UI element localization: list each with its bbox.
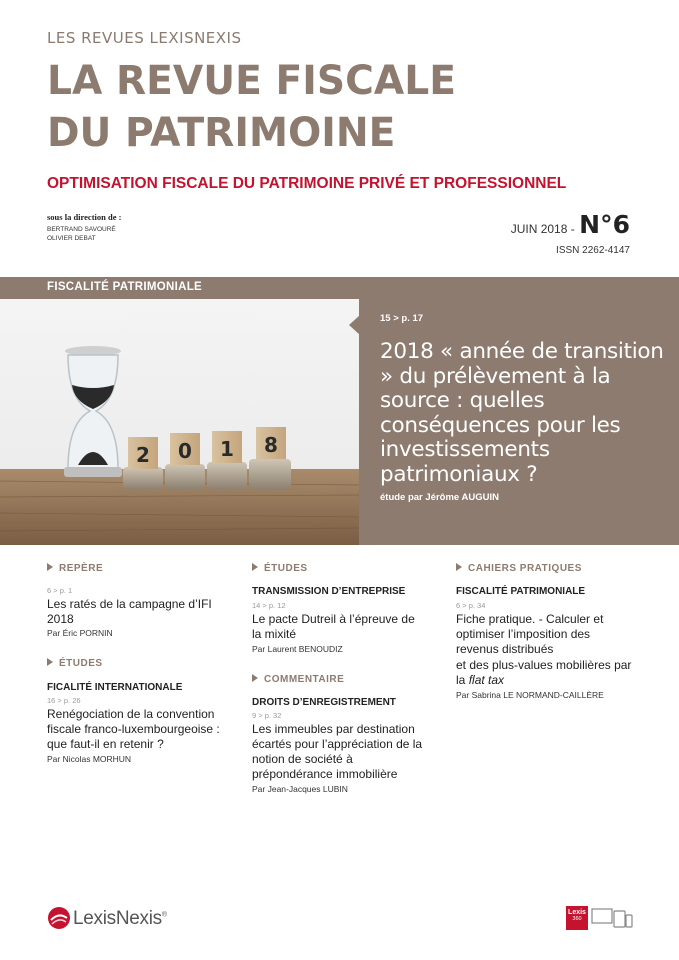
section-heading: REPÈRE [47,563,103,574]
article-title[interactable]: Renégociation de la convention fiscale franco-luxembourgeoise : que faut-il en retenir ? [47,707,220,751]
article-title[interactable]: Les ratés de la campagne d’IFI 2018 [47,597,212,626]
article-rubric: TRANSMISSION D’ENTREPRISE [252,586,406,597]
page-ref: 9 > p. 32 [252,711,282,720]
page-ref: 14 > p. 12 [252,601,286,610]
page-ref: 16 > p. 26 [47,696,81,705]
triangle-right-icon [252,563,258,571]
article-title-continued[interactable]: et des plus-values mobilières par la flat tax [456,658,632,687]
lexisnexis-logo-icon [47,906,71,935]
lexisnexis-logo-text: LexisNexis® [73,908,167,929]
article-author: Par Jean-Jacques LUBIN [252,784,348,794]
article-title-italic: flat tax [468,673,505,687]
lexis360-badge: Lexis 360 [566,906,588,930]
page-ref: 6 > p. 1 [47,586,73,595]
devices-icon [591,908,633,935]
article-title[interactable]: Les immeubles par destination écartés pour l’appréciation de la notion de société à prépondérance immobilière [252,722,423,781]
article-title[interactable]: Le pacte Dutreil à l’épreuve de la mixité [252,612,415,641]
page-ref: 6 > p. 34 [456,601,486,610]
journal-title-line2: DU PATRIMOINE [47,110,396,156]
article-title[interactable]: Fiche pratique. - Calculer et optimiser l’imposition des revenus distribués [456,612,604,656]
editor-name: BERTRAND SAVOURÉ [47,226,116,233]
article-rubric: FISCALITÉ PATRIMONIALE [456,586,586,597]
article-rubric: DROITS D’ENREGISTREMENT [252,697,396,708]
section-banner-label: FISCALITÉ PATRIMONIALE [47,281,203,293]
article-author: Par Nicolas MORHUN [47,754,132,764]
section-heading: COMMENTAIRE [252,674,344,685]
hourglass-photo [0,299,359,545]
publisher-label: LES REVUES LEXISNEXIS [47,29,242,47]
section-heading: CAHIERS PRATIQUES [456,563,582,574]
photo-digit: 0 [178,439,192,463]
editor-name: OLIVIER DEBAT [47,235,96,242]
triangle-right-icon [47,563,53,571]
feature-page-ref: 15 > p. 17 [380,313,424,324]
photo-digit: 2 [136,443,150,467]
journal-title-line1: LA REVUE FISCALE [47,58,456,104]
triangle-right-icon [47,658,53,666]
article-author: Par Éric PORNIN [47,628,113,638]
photo-digit: 8 [264,433,278,457]
triangle-right-icon [456,563,462,571]
feature-pointer [349,315,360,335]
section-heading: ÉTUDES [47,658,103,669]
article-rubric: FICALITÉ INTERNATIONALE [47,682,183,693]
journal-subtitle: OPTIMISATION FISCALE DU PATRIMOINE PRIVÉ ET PROFESSIONNEL [47,175,567,192]
photo-digit: 1 [220,437,234,461]
direction-label: sous la direction de : [47,212,122,222]
article-author: Par Sabrina LE NORMAND-CAILLÈRE [456,690,604,700]
triangle-right-icon [252,674,258,682]
feature-author: étude par Jérôme AUGUIN [380,492,499,503]
issue-number: N°6 [579,210,630,239]
article-author: Par Laurent BENOUDIZ [252,644,343,654]
section-heading: ÉTUDES [252,563,308,574]
issue-block [511,210,630,239]
issn: ISSN 2262-4147 [556,245,630,256]
issue-date: JUIN 2018 - [510,222,575,236]
feature-title[interactable]: 2018 « année de transition » du prélèvement à la source : quelles conséquences pour les investissements patrimoniaux ? [380,339,664,487]
